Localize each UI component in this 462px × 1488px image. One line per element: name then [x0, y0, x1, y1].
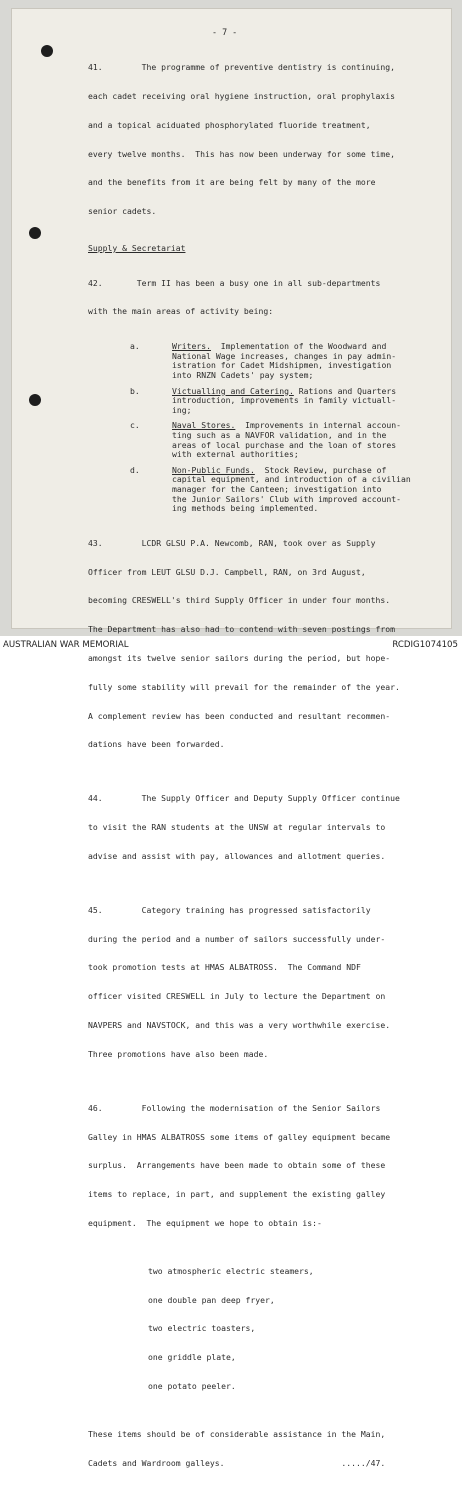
text-line: advise and assist with pay, allowances and allotment queries. [88, 850, 386, 861]
text-line: introduction, improvements in family victuall- [172, 395, 397, 406]
paragraph-46 [88, 1085, 428, 1488]
item-letter: c. [130, 420, 140, 431]
paragraph-44 [88, 775, 428, 881]
text-line: Three promotions have also been made. [88, 1048, 269, 1059]
text-line: Officer from LEUT GLSU D.J. Campbell, RAN, on 3rd August, [88, 566, 366, 577]
document-body [88, 44, 428, 1488]
text-line: Cadets and Wardroom galleys. ...../47. [88, 1457, 386, 1468]
text-line: equipment. The equipment we hope to obtain is:- [88, 1217, 322, 1228]
text-line: dations have been forwarded. [88, 739, 225, 750]
text-line: becoming CRESWELL's third Supply Officer in under four months. [88, 595, 391, 606]
text-line: The Department has also had to contend with seven postings from [88, 624, 395, 635]
equipment-item: two atmospheric electric steamers, [148, 1265, 314, 1276]
text-line: capital equipment, and introduction of a civilian [172, 474, 411, 485]
text-line: Galley in HMAS ALBATROSS some items of galley equipment became [88, 1131, 391, 1142]
paragraph-45 [88, 887, 428, 1079]
text-line: areas of local purchase and the loan of stores [172, 439, 397, 450]
text-line: and a topical aciduated phosphorylated fluoride treatment, [88, 119, 371, 130]
text-line: with external authorities; [172, 449, 299, 460]
text-line: manager for the Canteen; investigation into [172, 483, 382, 494]
item-letter: a. [130, 341, 140, 352]
item-title: Naval Stores. [172, 420, 236, 431]
item-title: Victualling and Catering. [172, 385, 294, 396]
equipment-item: one double pan deep fryer, [148, 1294, 275, 1305]
text-line: Improvements in internal accoun- [245, 420, 402, 431]
text-line: These items should be of considerable assistance in the Main, [88, 1428, 386, 1439]
archive-footer [0, 636, 462, 653]
list-item [130, 387, 428, 416]
text-line: Rations and Quarters [298, 385, 397, 396]
equipment-item: two electric toasters, [148, 1323, 256, 1334]
text-line: during the period and a number of sailors successfully under- [88, 933, 386, 944]
section-heading: Supply & Secretariat [88, 242, 186, 253]
text-line: surplus. Arrangements have been made to obtain some of these [88, 1160, 386, 1171]
text-line: officer visited CRESWELL in July to lecture the Department on [88, 991, 386, 1002]
text-line: 45. Category training has progressed satisfactorily [88, 904, 371, 915]
equipment-item: one potato peeler. [148, 1380, 236, 1391]
text-line: senior cadets. [88, 206, 157, 217]
equipment-item: one griddle plate, [148, 1352, 236, 1363]
text-line: the Junior Sailors' Club with improved account- [172, 493, 402, 504]
text-line: 44. The Supply Officer and Deputy Supply Officer continue [88, 793, 400, 804]
text-line: istration for Cadet Midshipmen, investigation [172, 360, 392, 371]
text-line: Implementation of the Woodward and [220, 341, 387, 352]
text-line: fully some stability will prevail for the remainder of the year. [88, 681, 400, 692]
equipment-list [88, 1248, 428, 1411]
text-line: and the benefits from it are being felt by many of the more [88, 177, 376, 188]
item-title: Non-Public Funds. [172, 464, 255, 475]
text-line: Stock Review, purchase of [264, 464, 387, 475]
text-line: each cadet receiving oral hygiene instruction, oral prophylaxis [88, 90, 395, 101]
text-line: with the main areas of activity being: [88, 306, 274, 317]
archive-reference: RCDIG1074105 [392, 640, 458, 650]
text-line: ing; [172, 404, 192, 415]
text-line: National Wage increases, changes in pay admin- [172, 350, 397, 361]
text-line: amongst its twelve senior sailors during the period, but hope- [88, 653, 391, 664]
text-line: 46. Following the modernisation of the Senior Sailors [88, 1102, 381, 1113]
text-line: 41. The programme of preventive dentistry is continuing, [88, 62, 395, 73]
list-item [130, 342, 428, 380]
text-line: items to replace, in part, and supplement the existing galley [88, 1189, 386, 1200]
list-item [130, 466, 428, 514]
item-title: Writers. [172, 341, 211, 352]
text-line: ting such as a NAVFOR validation, and in the [172, 429, 387, 440]
text-line: to visit the RAN students at the UNSW at regular intervals to [88, 822, 386, 833]
text-line: took promotion tests at HMAS ALBATROSS. The Command NDF [88, 962, 361, 973]
text-line: into RNZN Cadets' pay system; [172, 370, 314, 380]
text-line: 43. LCDR GLSU P.A. Newcomb, RAN, took over as Supply [88, 537, 376, 548]
item-letter: d. [130, 464, 140, 475]
text-line: every twelve months. This has now been underway for some time, [88, 148, 395, 159]
archive-name: AUSTRALIAN WAR MEMORIAL [3, 640, 129, 650]
punch-hole-icon [41, 45, 53, 57]
text-line: ing methods being implemented. [172, 503, 319, 514]
paragraph-41 [88, 44, 428, 236]
page-number: - 7 - [212, 27, 238, 37]
text-line: A complement review has been conducted and resultant recommen- [88, 710, 391, 721]
paragraph-42 [88, 259, 428, 336]
list-item [130, 421, 428, 459]
punch-hole-icon [29, 394, 41, 406]
item-letter: b. [130, 385, 140, 396]
text-line: 42. Term II has been a busy one in all sub-departments [88, 277, 381, 288]
text-line: NAVPERS and NAVSTOCK, and this was a very worthwhile exercise. [88, 1020, 391, 1030]
punch-hole-icon [29, 227, 41, 239]
